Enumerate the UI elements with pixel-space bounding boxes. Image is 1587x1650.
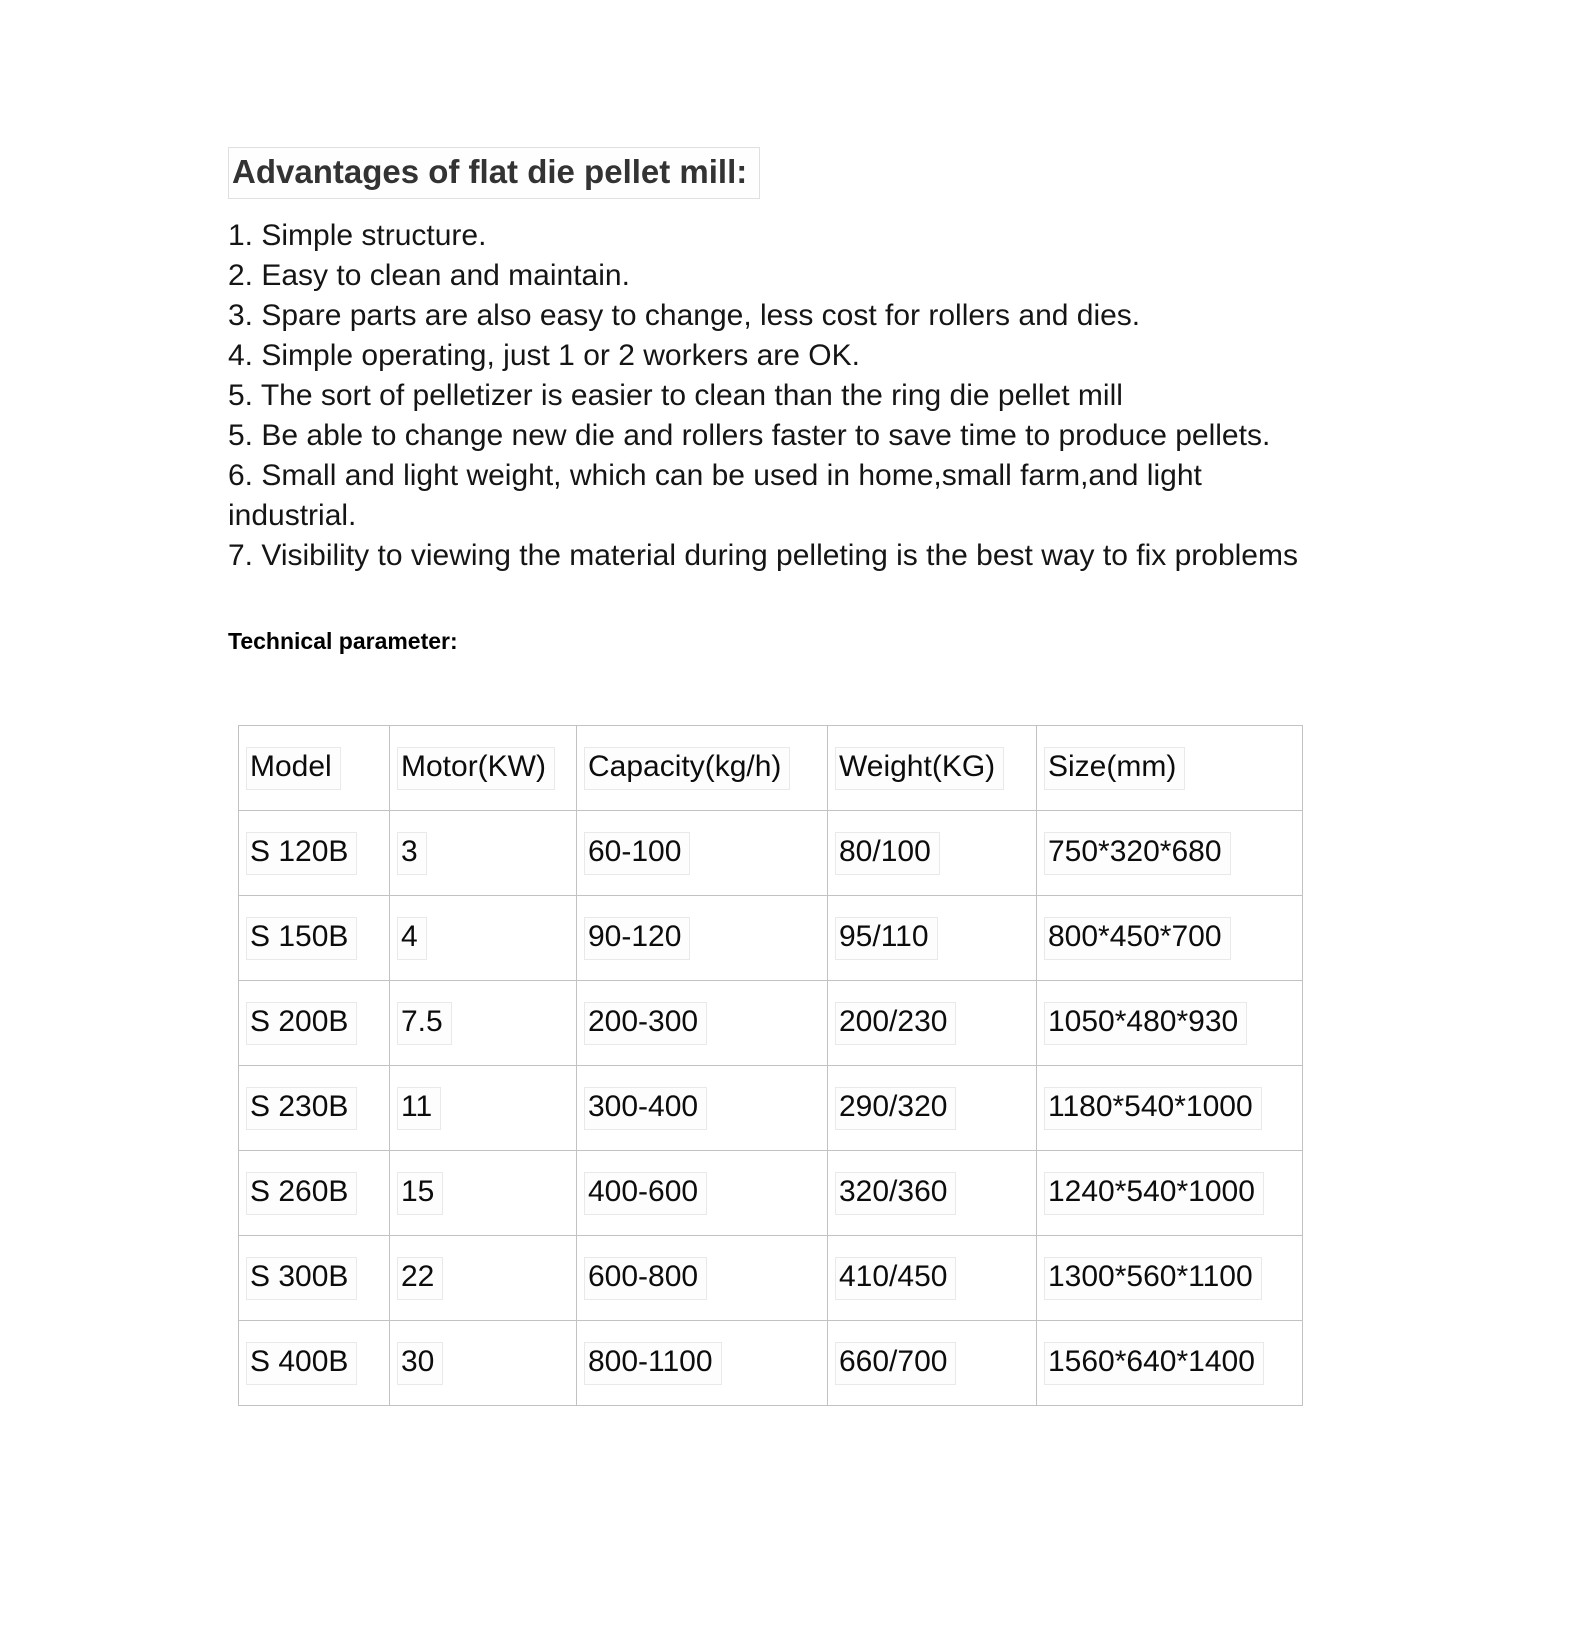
table-cell-weight bbox=[828, 896, 1037, 981]
cell-value: 600-800 bbox=[584, 1257, 707, 1300]
table-header-row bbox=[239, 726, 1303, 811]
cell-value: 11 bbox=[397, 1087, 441, 1130]
header-label: Size(mm) bbox=[1044, 747, 1185, 790]
table-cell-model bbox=[239, 811, 390, 896]
header-label: Motor(KW) bbox=[397, 747, 555, 790]
cell-value: 95/110 bbox=[835, 917, 938, 960]
table-cell-motor bbox=[390, 896, 577, 981]
table-header-cell-size bbox=[1037, 726, 1303, 811]
table-cell-size bbox=[1037, 1236, 1303, 1321]
table-cell-model bbox=[239, 981, 390, 1066]
header-label: Model bbox=[246, 747, 341, 790]
cell-value: 1240*540*1000 bbox=[1044, 1172, 1264, 1215]
cell-value: 22 bbox=[397, 1257, 443, 1300]
cell-value: S 120B bbox=[246, 832, 357, 875]
header-label: Weight(KG) bbox=[835, 747, 1004, 790]
cell-value: 320/360 bbox=[835, 1172, 956, 1215]
cell-value: 1300*560*1100 bbox=[1044, 1257, 1262, 1300]
list-item: 4. Simple operating, just 1 or 2 workers are OK. bbox=[228, 339, 860, 372]
page-title: Advantages of flat die pellet mill: bbox=[228, 147, 760, 199]
table-cell-weight bbox=[828, 1066, 1037, 1151]
table-header-cell-weight bbox=[828, 726, 1037, 811]
table-row bbox=[239, 896, 1303, 981]
table-cell-model bbox=[239, 896, 390, 981]
cell-value: 30 bbox=[397, 1342, 443, 1385]
cell-value: 750*320*680 bbox=[1044, 832, 1231, 875]
table-cell-weight bbox=[828, 1321, 1037, 1406]
technical-parameters-table bbox=[238, 725, 1303, 1406]
table-cell-size bbox=[1037, 1151, 1303, 1236]
table-cell-size bbox=[1037, 811, 1303, 896]
list-item: 6. Small and light weight, which can be used in home,small farm,and light industrial. bbox=[228, 459, 1202, 532]
table-cell-capacity bbox=[577, 896, 828, 981]
cell-value: 3 bbox=[397, 832, 427, 875]
cell-value: 200-300 bbox=[584, 1002, 707, 1045]
table-cell-motor bbox=[390, 1066, 577, 1151]
table-cell-weight bbox=[828, 1151, 1037, 1236]
table-cell-capacity bbox=[577, 981, 828, 1066]
list-item: 1. Simple structure. bbox=[228, 219, 487, 252]
table-row bbox=[239, 1066, 1303, 1151]
table-header-cell-model bbox=[239, 726, 390, 811]
list-item: 5. Be able to change new die and rollers faster to save time to produce pellets. bbox=[228, 419, 1271, 452]
cell-value: S 300B bbox=[246, 1257, 357, 1300]
cell-value: 290/320 bbox=[835, 1087, 956, 1130]
list-item: 2. Easy to clean and maintain. bbox=[228, 259, 630, 292]
advantages-list bbox=[228, 216, 1306, 576]
cell-value: S 200B bbox=[246, 1002, 357, 1045]
cell-value: 1050*480*930 bbox=[1044, 1002, 1247, 1045]
list-item: 3. Spare parts are also easy to change, less cost for rollers and dies. bbox=[228, 299, 1141, 332]
table-cell-weight bbox=[828, 981, 1037, 1066]
table-cell-motor bbox=[390, 981, 577, 1066]
cell-value: 410/450 bbox=[835, 1257, 956, 1300]
table-cell-capacity bbox=[577, 1151, 828, 1236]
table-cell-capacity bbox=[577, 1236, 828, 1321]
cell-value: 660/700 bbox=[835, 1342, 956, 1385]
table-cell-size bbox=[1037, 1066, 1303, 1151]
table-header-cell-motor bbox=[390, 726, 577, 811]
table-cell-capacity bbox=[577, 1066, 828, 1151]
cell-value: S 260B bbox=[246, 1172, 357, 1215]
cell-value: 15 bbox=[397, 1172, 443, 1215]
table-cell-model bbox=[239, 1151, 390, 1236]
table-row bbox=[239, 981, 1303, 1066]
table-cell-size bbox=[1037, 981, 1303, 1066]
table-cell-motor bbox=[390, 1151, 577, 1236]
technical-parameter-label: Technical parameter: bbox=[228, 628, 458, 654]
table-row bbox=[239, 1236, 1303, 1321]
table-cell-motor bbox=[390, 1236, 577, 1321]
cell-value: 90-120 bbox=[584, 917, 690, 960]
table-cell-motor bbox=[390, 811, 577, 896]
cell-value: 800*450*700 bbox=[1044, 917, 1231, 960]
cell-value: 800-1100 bbox=[584, 1342, 722, 1385]
table-row bbox=[239, 1321, 1303, 1406]
table-cell-weight bbox=[828, 1236, 1037, 1321]
cell-value: S 230B bbox=[246, 1087, 357, 1130]
table-cell-size bbox=[1037, 896, 1303, 981]
table-cell-model bbox=[239, 1321, 390, 1406]
cell-value: S 150B bbox=[246, 917, 357, 960]
table-cell-capacity bbox=[577, 811, 828, 896]
cell-value: 1180*540*1000 bbox=[1044, 1087, 1262, 1130]
table-cell-motor bbox=[390, 1321, 577, 1406]
table-cell-capacity bbox=[577, 1321, 828, 1406]
list-item: 7. Visibility to viewing the material during pelleting is the best way to fix problems bbox=[228, 539, 1298, 572]
table-row bbox=[239, 811, 1303, 896]
cell-value: 4 bbox=[397, 917, 427, 960]
table-cell-size bbox=[1037, 1321, 1303, 1406]
cell-value: 300-400 bbox=[584, 1087, 707, 1130]
page-heading-row bbox=[228, 147, 1306, 199]
table-cell-weight bbox=[828, 811, 1037, 896]
cell-value: 400-600 bbox=[584, 1172, 707, 1215]
cell-value: 80/100 bbox=[835, 832, 940, 875]
table-cell-model bbox=[239, 1236, 390, 1321]
table-cell-model bbox=[239, 1066, 390, 1151]
table-row bbox=[239, 1151, 1303, 1236]
content-column bbox=[228, 147, 1306, 1406]
table-header-cell-capacity bbox=[577, 726, 828, 811]
cell-value: S 400B bbox=[246, 1342, 357, 1385]
cell-value: 200/230 bbox=[835, 1002, 956, 1045]
cell-value: 1560*640*1400 bbox=[1044, 1342, 1264, 1385]
list-item: 5. The sort of pelletizer is easier to clean than the ring die pellet mill bbox=[228, 379, 1123, 412]
cell-value: 7.5 bbox=[397, 1002, 452, 1045]
cell-value: 60-100 bbox=[584, 832, 690, 875]
header-label: Capacity(kg/h) bbox=[584, 747, 790, 790]
